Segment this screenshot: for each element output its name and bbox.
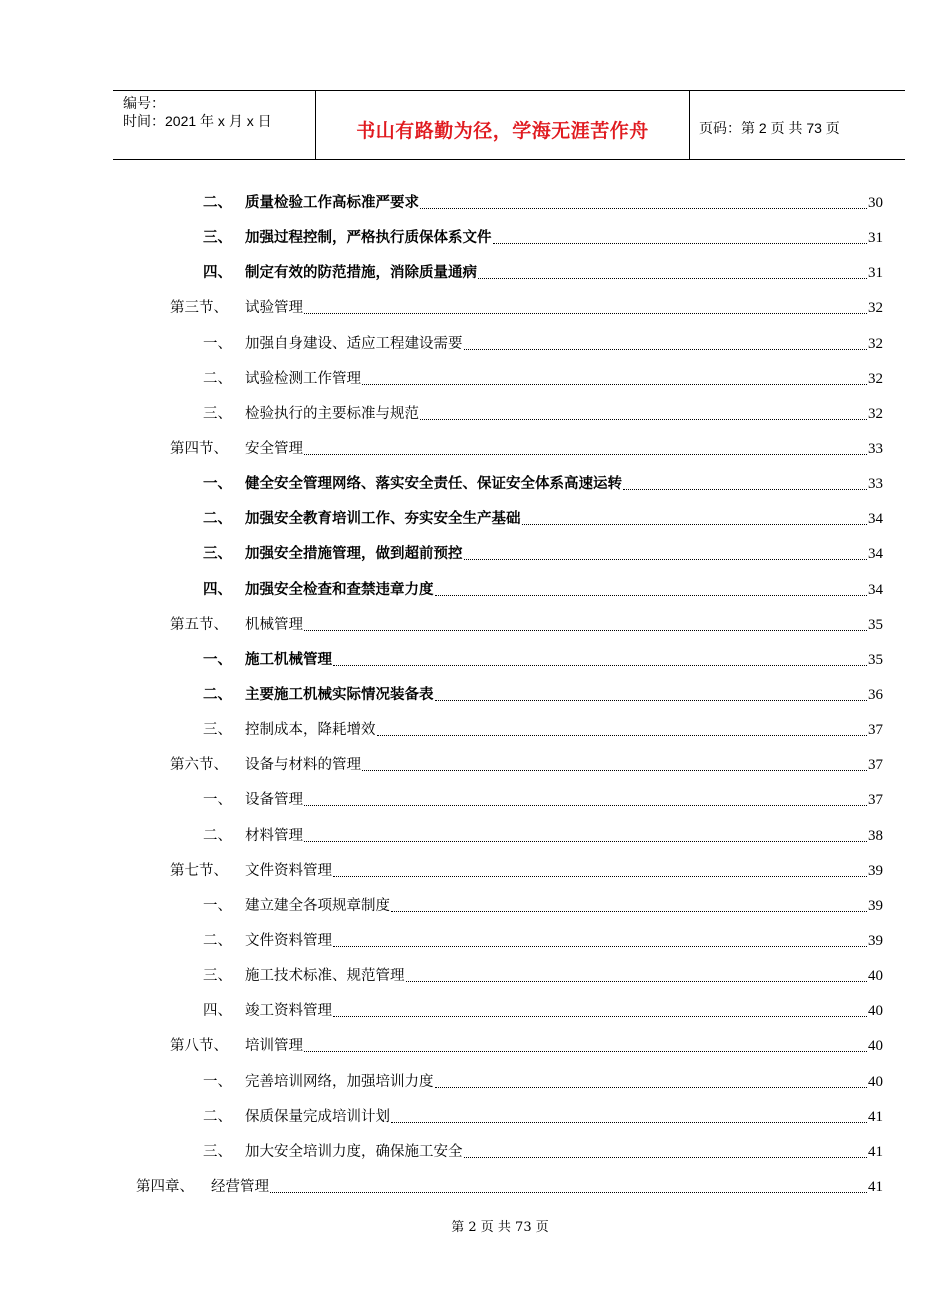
toc-dot-leader [333, 1015, 867, 1017]
toc-entry-number: 二、 [203, 511, 232, 527]
toc-entry-title: 试验管理 [245, 300, 303, 316]
toc-entry-page: 34 [868, 582, 883, 598]
toc-entry[interactable] [170, 752, 883, 774]
toc-entry-page: 31 [868, 265, 883, 281]
toc-entry-number: 一、 [203, 652, 232, 668]
toc-entry-title: 加强安全检查和查禁违章力度 [245, 582, 434, 598]
footer-page-info: 第 2 页 共 73 页 [451, 1220, 549, 1235]
toc-entry-title: 加强自身建设、适应工程建设需要 [245, 336, 463, 352]
toc-entry-title: 建立建全各项规章制度 [245, 898, 390, 914]
toc-entry-page: 37 [868, 757, 883, 773]
toc-entry-number: 第四节、 [170, 441, 228, 457]
toc-entry[interactable] [203, 682, 883, 704]
toc-entry-title: 主要施工机械实际情况装备表 [245, 687, 434, 703]
toc-entry-title: 材料管理 [245, 828, 303, 844]
toc-dot-leader [435, 594, 868, 596]
toc-entry-title: 安全管理 [245, 441, 303, 457]
toc-dot-leader [304, 453, 867, 455]
toc-dot-leader [304, 1050, 867, 1052]
toc-entry[interactable] [203, 928, 883, 950]
toc-entry-title: 保质保量完成培训计划 [245, 1109, 390, 1125]
toc-entry-title: 加强安全教育培训工作、夯实安全生产基础 [245, 511, 521, 527]
time-label: 时间：2021 年 x 月 x 日 [123, 113, 272, 129]
toc-entry[interactable] [203, 893, 883, 915]
toc-entry[interactable] [170, 612, 883, 634]
toc-dot-leader [478, 277, 867, 279]
toc-entry[interactable] [203, 471, 883, 493]
toc-entry-title: 机械管理 [245, 617, 303, 633]
toc-entry-title: 施工机械管理 [245, 652, 332, 668]
toc-entry[interactable] [170, 295, 883, 317]
toc-entry-number: 二、 [203, 195, 232, 211]
toc-dot-leader [435, 1086, 868, 1088]
toc-entry-number: 三、 [203, 722, 232, 738]
toc-entry[interactable] [203, 1104, 883, 1126]
toc-dot-leader [333, 875, 867, 877]
toc-entry-number: 第六节、 [170, 757, 228, 773]
toc-entry[interactable] [203, 1069, 883, 1091]
toc-entry-page: 41 [868, 1179, 883, 1195]
toc-entry-number: 第四章、 [136, 1179, 194, 1195]
toc-entry-page: 34 [868, 546, 883, 562]
toc-entry-page: 31 [868, 230, 883, 246]
toc-dot-leader [522, 523, 868, 525]
toc-dot-leader [464, 348, 868, 350]
toc-entry-page: 30 [868, 195, 883, 211]
toc-entry-page: 39 [868, 863, 883, 879]
toc-entry-number: 第八节、 [170, 1038, 228, 1054]
toc-entry-page: 35 [868, 617, 883, 633]
toc-entry-page: 35 [868, 652, 883, 668]
toc-dot-leader [464, 558, 868, 560]
toc-entry[interactable] [203, 190, 883, 212]
toc-entry[interactable] [203, 366, 883, 388]
toc-entry-page: 36 [868, 687, 883, 703]
toc-entry-page: 37 [868, 722, 883, 738]
toc-entry-page: 41 [868, 1144, 883, 1160]
toc-entry-title: 加强过程控制，严格执行质保体系文件 [245, 230, 492, 246]
motto-text: 书山有路勤为径，学海无涯苦作舟 [356, 120, 649, 142]
toc-entry-number: 三、 [203, 968, 232, 984]
toc-entry[interactable] [203, 577, 883, 599]
toc-dot-leader [391, 910, 867, 912]
toc-entry-page: 39 [868, 933, 883, 949]
toc-entry[interactable] [203, 963, 883, 985]
page-code: 页码：第 2 页 共 73 页 [699, 120, 840, 136]
page-footer [0, 1216, 950, 1235]
toc-dot-leader [435, 699, 868, 701]
toc-entry[interactable] [203, 998, 883, 1020]
toc-entry-page: 33 [868, 476, 883, 492]
toc-entry-number: 三、 [203, 1144, 232, 1160]
toc-entry-number: 二、 [203, 1109, 232, 1125]
toc-entry-title: 质量检验工作高标准严要求 [245, 195, 419, 211]
toc-entry[interactable] [203, 717, 883, 739]
toc-dot-leader [420, 418, 867, 420]
toc-entry-title: 完善培训网络，加强培训力度 [245, 1074, 434, 1090]
toc-entry-title: 文件资料管理 [245, 863, 332, 879]
toc-entry-number: 四、 [203, 582, 232, 598]
toc-dot-leader [333, 664, 867, 666]
toc-entry[interactable] [170, 858, 883, 880]
toc-dot-leader [391, 1121, 867, 1123]
toc-entry[interactable] [203, 225, 883, 247]
toc-entry-number: 第七节、 [170, 863, 228, 879]
toc-entry-number: 二、 [203, 687, 232, 703]
number-label: 编号： [123, 95, 165, 111]
toc-entry-title: 设备管理 [245, 792, 303, 808]
toc-dot-leader [362, 769, 867, 771]
toc-entry-page: 32 [868, 300, 883, 316]
toc-entry-page: 32 [868, 371, 883, 387]
toc-entry-number: 三、 [203, 406, 232, 422]
toc-dot-leader [464, 1156, 868, 1158]
toc-entry-page: 40 [868, 1074, 883, 1090]
toc-entry-title: 文件资料管理 [245, 933, 332, 949]
toc-dot-leader [304, 312, 867, 314]
toc-dot-leader [623, 488, 867, 490]
toc-entry[interactable] [203, 541, 883, 563]
toc-dot-leader [304, 629, 867, 631]
toc-entry-title: 培训管理 [245, 1038, 303, 1054]
toc-entry-number: 四、 [203, 265, 232, 281]
toc-dot-leader [406, 980, 868, 982]
toc-entry-number: 二、 [203, 828, 232, 844]
toc-entry-number: 二、 [203, 933, 232, 949]
toc-entry-title: 试验检测工作管理 [245, 371, 361, 387]
toc-entry-number: 一、 [203, 476, 232, 492]
toc-entry-page: 41 [868, 1109, 883, 1125]
toc-entry-number: 四、 [203, 1003, 232, 1019]
toc-dot-leader [304, 804, 867, 806]
toc-entry-page: 40 [868, 1003, 883, 1019]
toc-entry-title: 加强安全措施管理，做到超前预控 [245, 546, 463, 562]
toc-entry[interactable] [203, 647, 883, 669]
toc-dot-leader [333, 945, 867, 947]
toc-dot-leader [304, 840, 867, 842]
toc-entry-number: 一、 [203, 792, 232, 808]
toc-entry-page: 34 [868, 511, 883, 527]
toc-entry-number: 三、 [203, 546, 232, 562]
toc-entry-title: 加大安全培训力度，确保施工安全 [245, 1144, 463, 1160]
toc-entry-title: 检验执行的主要标准与规范 [245, 406, 419, 422]
toc-entry-title: 健全安全管理网络、落实安全责任、保证安全体系高速运转 [245, 476, 622, 492]
toc-dot-leader [362, 383, 867, 385]
toc-entry-number: 一、 [203, 336, 232, 352]
toc-dot-leader [377, 734, 868, 736]
toc-entry-number: 一、 [203, 898, 232, 914]
toc-entry-number: 一、 [203, 1074, 232, 1090]
toc-dot-leader [270, 1191, 867, 1193]
toc-entry-number: 第五节、 [170, 617, 228, 633]
toc-entry[interactable] [136, 1174, 883, 1196]
toc-entry[interactable] [203, 787, 883, 809]
toc-entry-number: 二、 [203, 371, 232, 387]
toc-entry-page: 40 [868, 1038, 883, 1054]
toc-entry-title: 施工技术标准、规范管理 [245, 968, 405, 984]
toc-entry[interactable] [170, 1033, 883, 1055]
toc-entry[interactable] [203, 1139, 883, 1161]
toc-entry[interactable] [170, 436, 883, 458]
toc-dot-leader [493, 242, 868, 244]
toc-entry-title: 经营管理 [211, 1179, 269, 1195]
toc-entry[interactable] [203, 260, 883, 282]
toc-entry-page: 37 [868, 792, 883, 808]
toc-entry[interactable] [203, 401, 883, 423]
toc-entry-page: 38 [868, 828, 883, 844]
toc-entry-number: 第三节、 [170, 300, 228, 316]
toc-entry-page: 33 [868, 441, 883, 457]
toc-entry-page: 32 [868, 406, 883, 422]
toc-entry-page: 40 [868, 968, 883, 984]
toc-entry-title: 设备与材料的管理 [245, 757, 361, 773]
toc-entry[interactable] [203, 506, 883, 528]
toc-entry[interactable] [203, 331, 883, 353]
toc-entry[interactable] [203, 823, 883, 845]
toc-entry-number: 三、 [203, 230, 232, 246]
toc-entry-title: 竣工资料管理 [245, 1003, 332, 1019]
toc-entry-page: 32 [868, 336, 883, 352]
toc-dot-leader [420, 207, 867, 209]
toc-entry-title: 控制成本，降耗增效 [245, 722, 376, 738]
toc-entry-title: 制定有效的防范措施，消除质量通病 [245, 265, 477, 281]
toc-entry-page: 39 [868, 898, 883, 914]
